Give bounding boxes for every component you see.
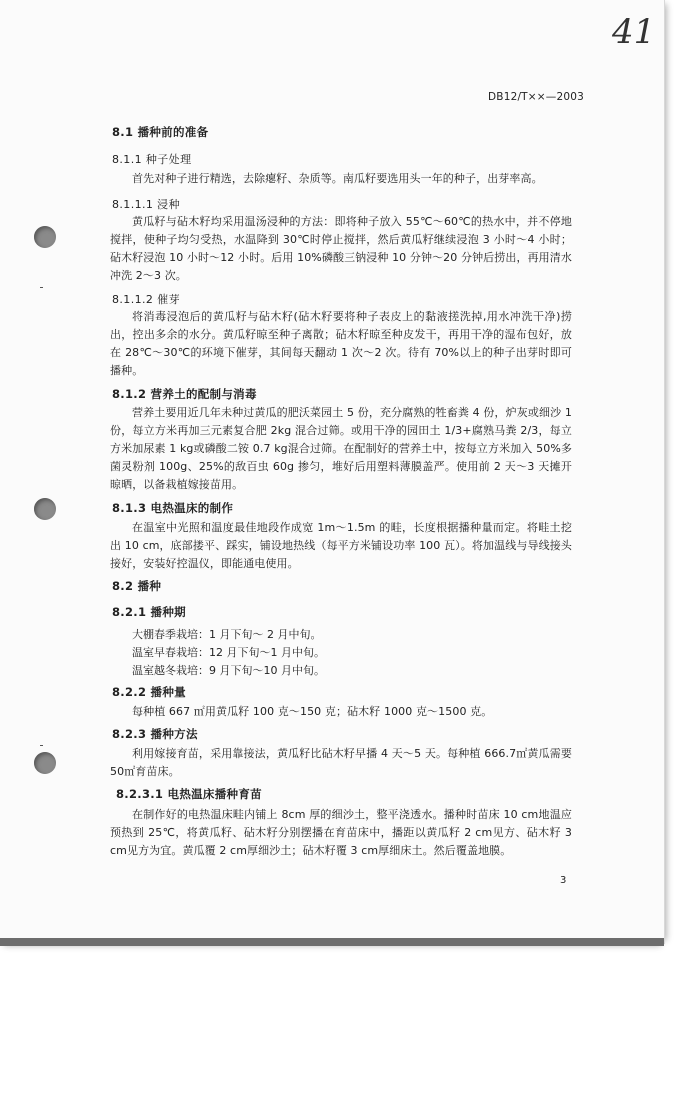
heading-8-1-1: 8.1.1 种子处理 [112,153,192,166]
sowing-period-item: 温室早春栽培：12 月下旬～1 月中旬。 [132,646,325,659]
heading-8-2-3: 8.2.3 播种方法 [112,727,198,741]
heading-8-2-2: 8.2.2 播种量 [112,685,186,699]
scan-bottom-edge [0,938,664,946]
paragraph-8-2-3: 利用嫁接育苗，采用靠接法，黄瓜籽比砧木籽早播 4 天～5 天。每种植 666.7㎡黄瓜需要 50㎡育苗床。 [110,747,572,778]
scan-mark [40,745,43,746]
page-number: 3 [560,875,567,886]
heading-8-1-2: 8.1.2 营养土的配制与消毒 [112,387,257,401]
paragraph-8-1-1-2: 将消毒浸泡后的黄瓜籽与砧木籽(砧木籽要将种子表皮上的黏液搓洗掉,用水冲洗干净)捞出，控出多余的水分。黄瓜籽晾至种子离散；砧木籽晾至种皮发干，再用干净的湿布包好，放在 28℃～30℃的环境下催芽，其间每天翻动 1 次～2 次。待有 70%以上的种子出芽时即可播种。 [110,310,572,377]
punch-hole [34,752,56,774]
document-code: DB12/T××—2003 [488,91,585,103]
paragraph-8-1-1: 首先对种子进行精选，去除瘪籽、杂质等。南瓜籽要选用头一年的种子，出芽率高。 [132,172,543,185]
punch-hole [34,498,56,520]
paragraph-8-1-2: 营养土要用近几年未种过黄瓜的肥沃菜园土 5 份，充分腐熟的牲畜粪 4 份，炉灰或细沙 1 份，每立方米再加三元素复合肥 2kg 混合过筛。或用干净的园田土 1/3+腐熟马粪 2/3，每立方米加尿素 1 kg或磷酸二铵 0.7 kg混合过筛。在配制好的营养土中，按每立方米加入 50%多菌灵粉剂 100g、25%的敌百虫 60g 掺匀，堆好后用塑料薄膜盖严。使用前 2 天～3 天摊开晾晒，以备栽植嫁接苗用。 [110,406,572,491]
sowing-period-item: 大棚春季栽培：1 月下旬～ 2 月中旬。 [132,628,322,641]
paragraph-8-2-3-1: 在制作好的电热温床畦内铺上 8cm 厚的细沙土，整平浇透水。播种时苗床 10 cm地温应预热到 25℃，将黄瓜籽、砧木籽分别摆播在育苗床中，播距以黄瓜籽 2 cm见方、砧木籽 3 cm见方为宜。黄瓜覆 2 cm厚细沙土；砧木籽覆 3 cm厚细床土。然后覆盖地膜。 [110,808,572,857]
paragraph-8-2-2: 每种植 667 ㎡用黄瓜籽 100 克～150 克；砧木籽 1000 克～1500 克。 [132,705,493,718]
heading-8-1-1-1: 8.1.1.1 浸种 [112,198,180,211]
heading-8-1: 8.1 播种前的准备 [112,125,209,139]
scan-mark [40,287,43,288]
paragraph-8-1-3: 在温室中光照和温度最佳地段作成宽 1m～1.5m 的畦，长度根据播种量而定。将畦土挖出 10 cm，底部搂平、踩实，铺设地热线（每平方米铺设功率 100 瓦）。将加温线与导线接头接好，安装好控温仪，即能通电使用。 [110,521,572,570]
handwritten-page-note: 41 [612,12,656,52]
paragraph-8-1-1-1: 黄瓜籽与砧木籽均采用温汤浸种的方法：即将种子放入 55℃～60℃的热水中，并不停地搅拌，使种子均匀受热，水温降到 30℃时停止搅拌，然后黄瓜籽继续浸泡 3 小时～4 小时；砧木籽浸泡 10 小时～12 小时。后用 10%磷酸三钠浸种 10 分钟～20 分钟后捞出，再用清水冲洗 2～3 次。 [110,215,572,282]
heading-8-1-3: 8.1.3 电热温床的制作 [112,501,234,515]
punch-hole [34,226,56,248]
heading-8-2: 8.2 播种 [112,579,162,593]
heading-8-2-3-1: 8.2.3.1 电热温床播种育苗 [116,787,262,801]
sowing-period-item: 温室越冬栽培：9 月下旬～10 月中旬。 [132,664,325,677]
heading-8-1-1-2: 8.1.1.2 催芽 [112,293,180,306]
heading-8-2-1: 8.2.1 播种期 [112,605,186,619]
